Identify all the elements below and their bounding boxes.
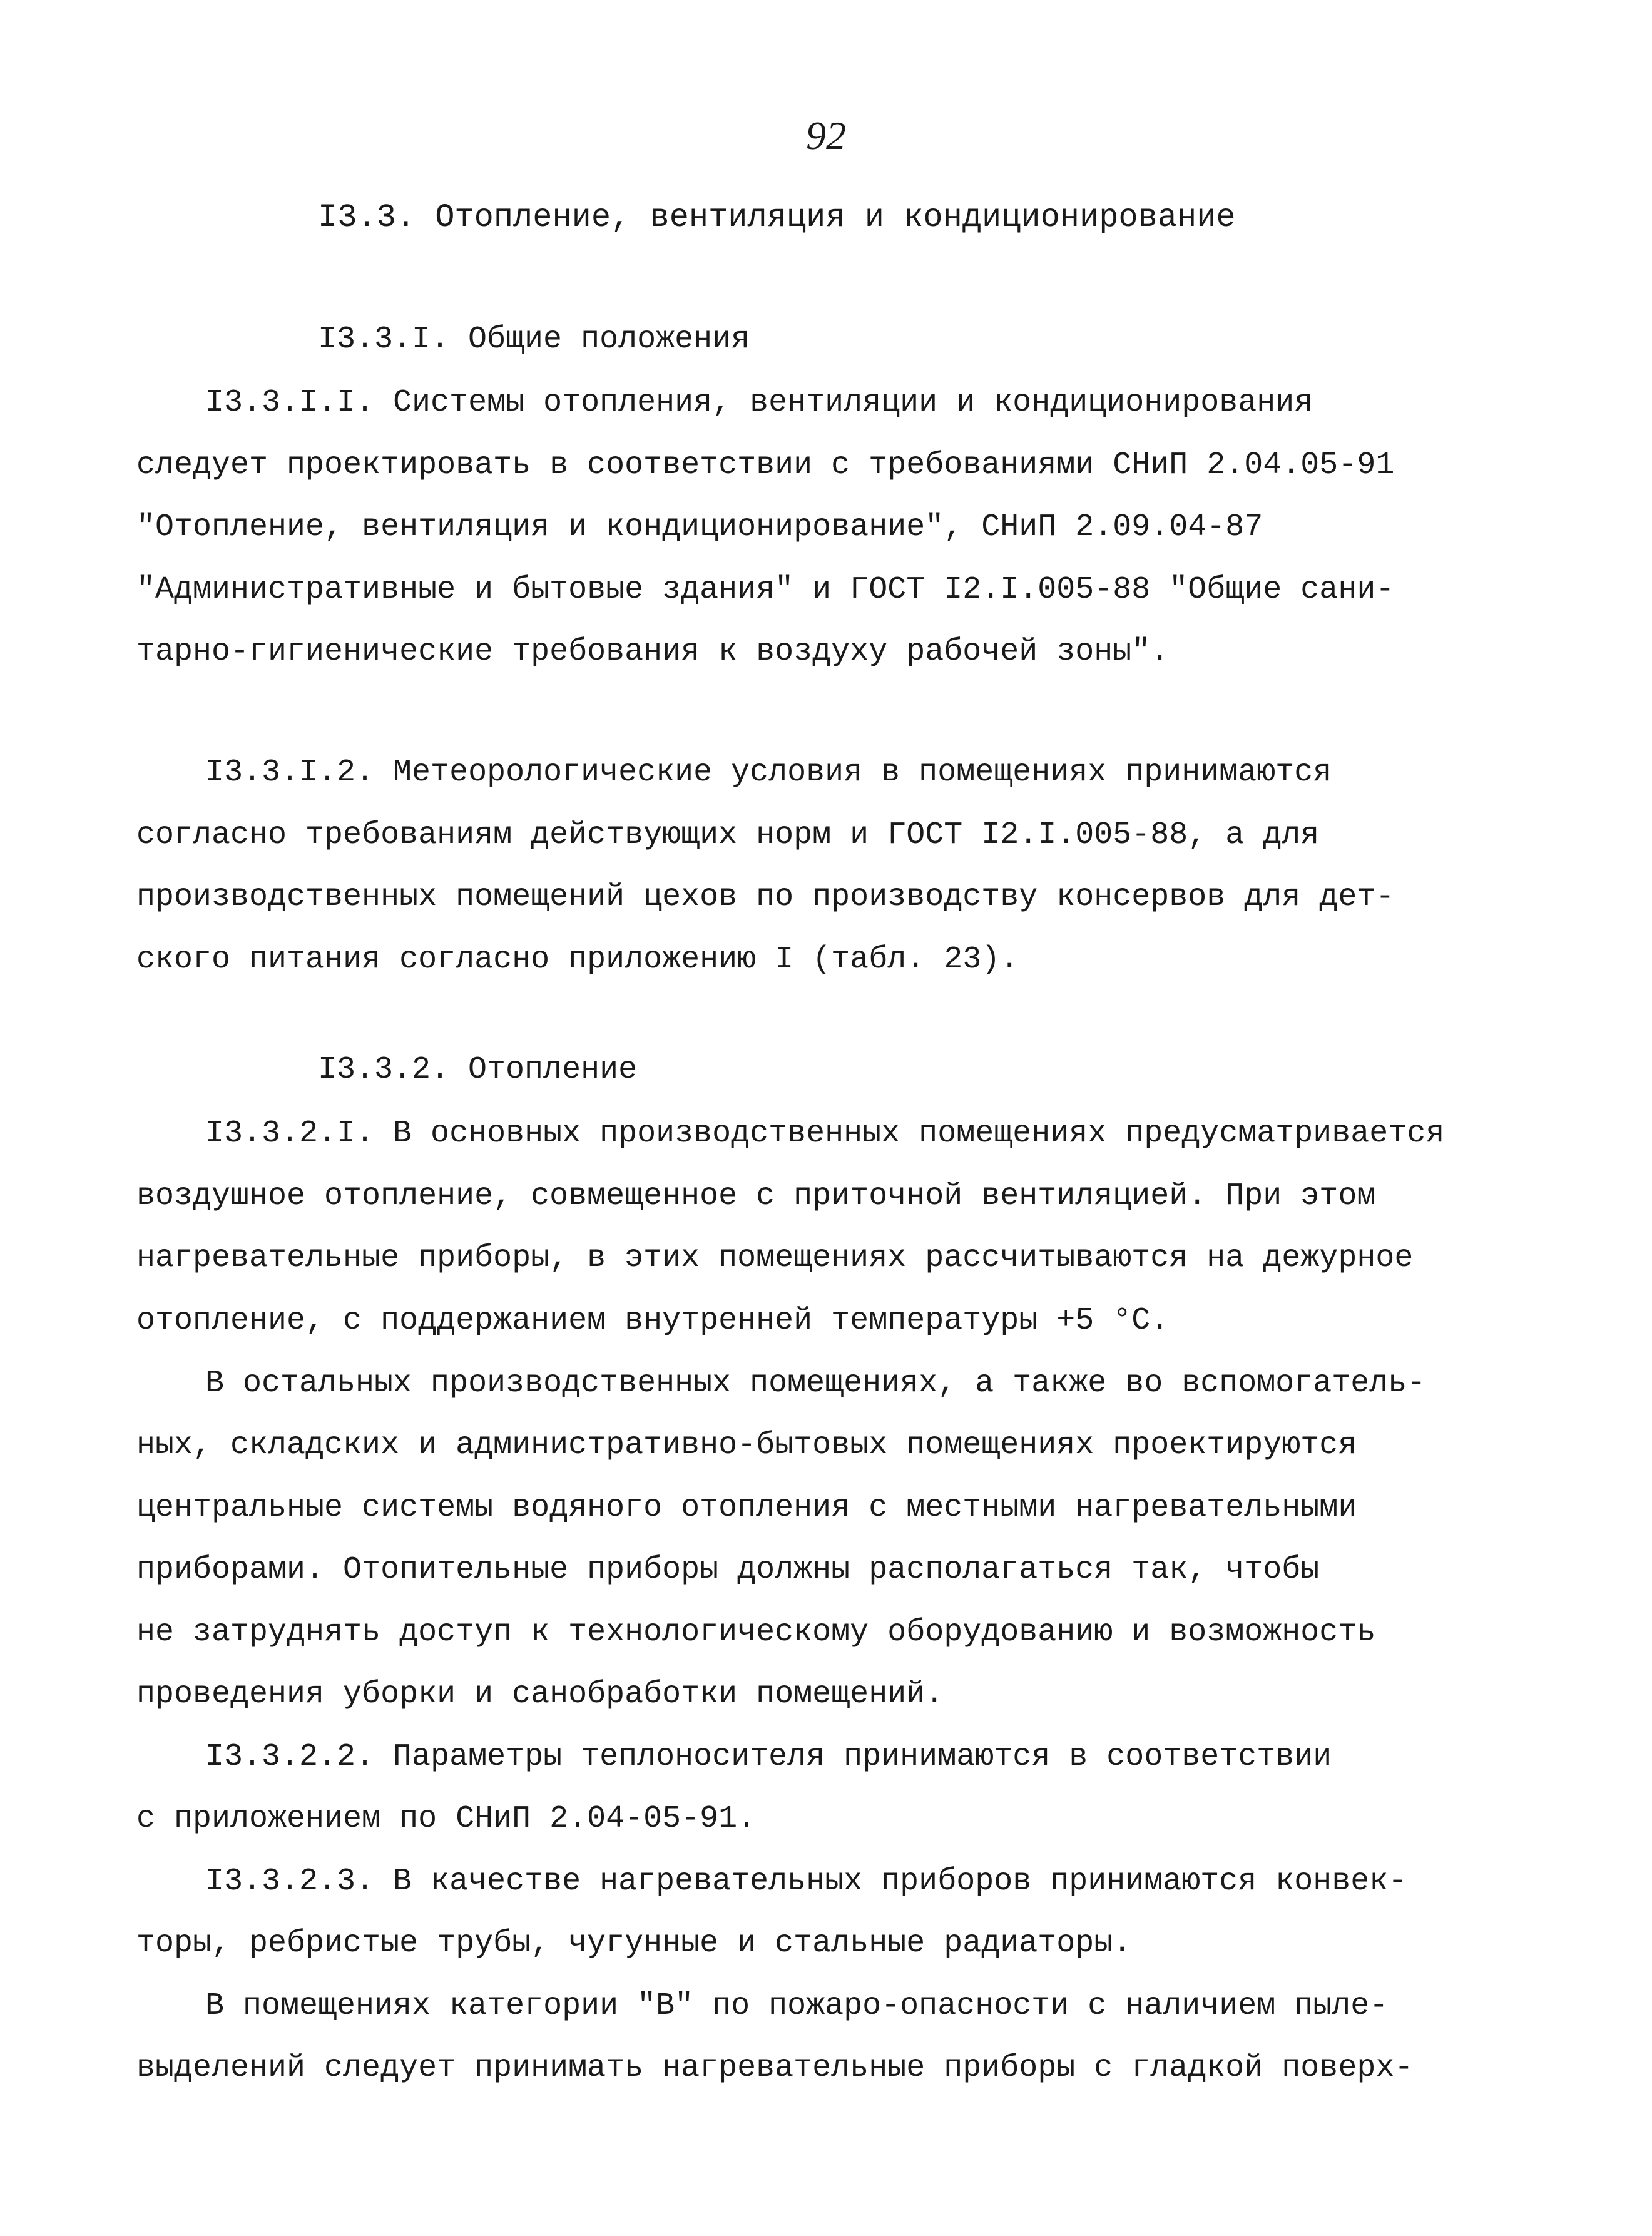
text-line: согласно требованиям действующих норм и ГОСТ I2.I.005-88, а для [136, 817, 1320, 853]
text-line: центральные системы водяного отопления с местными нагревательными [136, 1490, 1357, 1526]
subsection-general-heading: I3.3.I. Общие положения [318, 322, 750, 357]
text-line: I3.3.2.2. Параметры теплоносителя принимаются в соответствии [205, 1739, 1332, 1775]
text-line: не затруднять доступ к технологическому оборудованию и возможность [136, 1615, 1376, 1650]
text-line: производственных помещений цехов по производству консервов для дет- [136, 879, 1395, 915]
text-line: I3.3.2.3. В качестве нагревательных приборов принимаются конвек- [205, 1864, 1407, 1899]
text-line: тарно-гигиенические требования к воздуху рабочей зоны". [136, 634, 1170, 670]
text-line: ных, складских и административно-бытовых помещениях проектируются [136, 1427, 1357, 1463]
text-line: В помещениях категории "В" по пожаро-опасности с наличием пыле- [205, 1988, 1389, 2024]
subsection-heating-heading: I3.3.2. Отопление [318, 1052, 638, 1088]
text-line: с приложением по СНиП 2.04-05-91. [136, 1801, 757, 1837]
text-line: торы, ребристые трубы, чугунные и стальные радиаторы. [136, 1926, 1132, 1961]
section-title: I3.3. Отопление, вентиляция и кондиционирование [318, 199, 1236, 236]
text-line: "Административные и бытовые здания" и ГОСТ I2.I.005-88 "Общие сани- [136, 572, 1395, 608]
text-line: I3.3.2.I. В основных производственных помещениях предусматривается [205, 1116, 1445, 1151]
page-number: 92 [806, 113, 846, 158]
text-line: нагревательные приборы, в этих помещениях рассчитываются на дежурное [136, 1240, 1414, 1276]
text-line: следует проектировать в соответствии с требованиями СНиП 2.04.05-91 [136, 447, 1395, 483]
text-line: проведения уборки и санобработки помещений. [136, 1677, 944, 1712]
text-line: I3.3.I.I. Системы отопления, вентиляции и кондиционирования [205, 385, 1313, 421]
text-line: ского питания согласно приложению I (табл. 23). [136, 942, 1019, 978]
text-line: I3.3.I.2. Метеорологические условия в помещениях принимаются [205, 755, 1332, 790]
text-line: В остальных производственных помещениях, а также во вспомогатель- [205, 1366, 1426, 1401]
text-line: выделений следует принимать нагревательные приборы с гладкой поверх- [136, 2050, 1414, 2086]
text-line: приборами. Отопительные приборы должны располагаться так, чтобы [136, 1552, 1320, 1588]
text-line: "Отопление, вентиляция и кондиционирование", СНиП 2.09.04-87 [136, 509, 1263, 545]
text-line: отопление, с поддержанием внутренней температуры +5 °С. [136, 1303, 1170, 1339]
text-line: воздушное отопление, совмещенное с приточной вентиляцией. При этом [136, 1178, 1376, 1214]
